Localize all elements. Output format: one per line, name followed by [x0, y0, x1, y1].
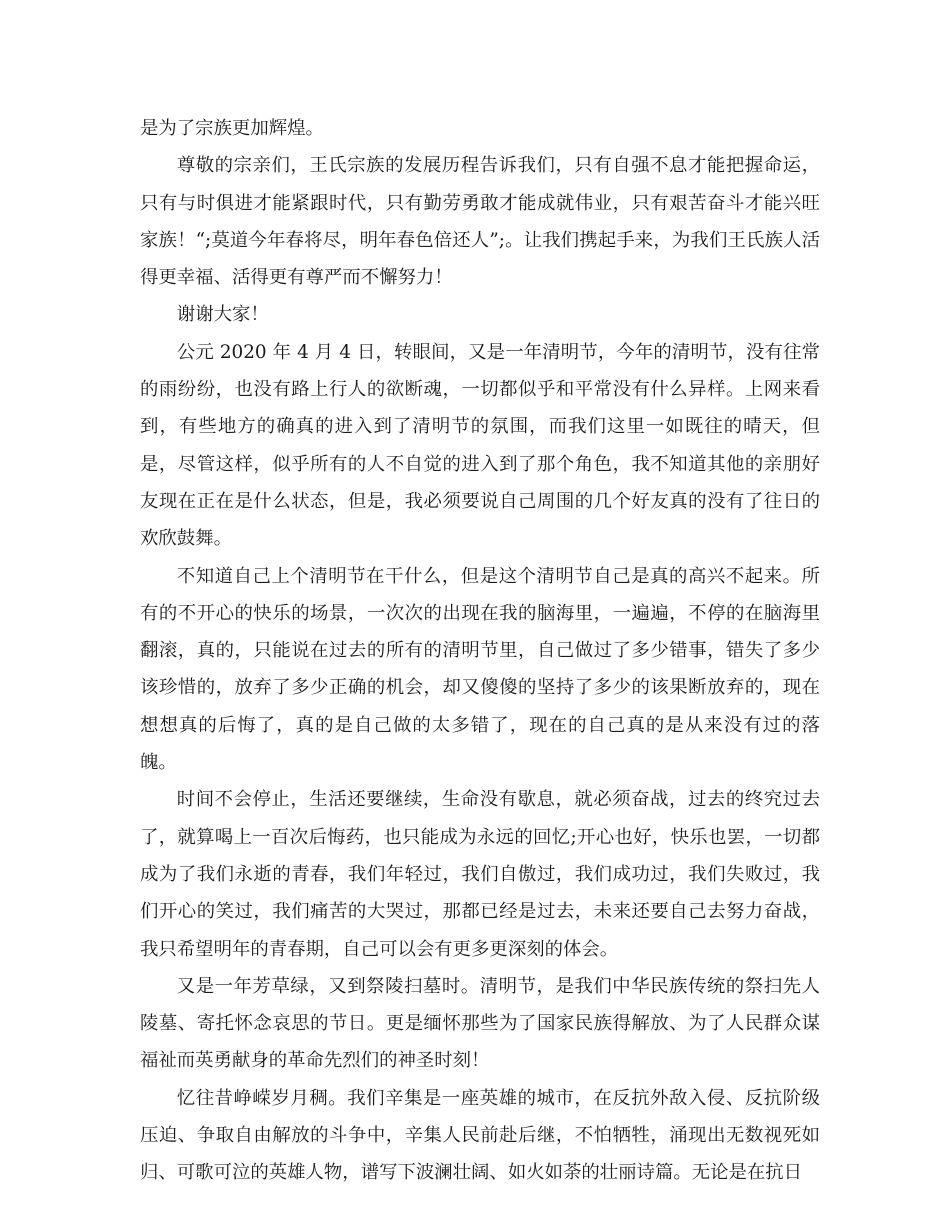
paragraph-4: 公元 2020 年 4 月 4 日，转眼间，又是一年清明节，今年的清明节，没有往常的雨纷纷，也没有路上行人的欲断魂，一切都似乎和平常没有什么异样。上网来看到，有些地方的确真的进入到了清明节的氛围，而我们这里一如既往的晴天，但是，尽管这样，似乎所有的人不自觉的进入到了那个角色，我不知道其他的亲朋好友现在正在是什么状态，但是，我必须要说自己周围的几个好友真的没有了往日的欢欣鼓舞。 [140, 341, 820, 550]
paragraph-8: 忆往昔峥嵘岁月稠。我们辛集是一座英雄的城市，在反抗外敌入侵、反抗阶级压迫、争取自由解放的斗争中，辛集人民前赴后继，不怕牺牲，涌现出无数视死如归、可歌可泣的英雄人物，谱写下波澜壮阔、如火如荼的壮丽诗篇。无论是在抗日 [140, 1087, 820, 1184]
paragraph-2: 尊敬的宗亲们，王氏宗族的发展历程告诉我们，只有自强不息才能把握命运，只有与时俱进才能紧跟时代，只有勤劳勇敢才能成就伟业，只有艰苦奋斗才能兴旺家族！“;莫道今年春将尽，明年春色倍还人”;。让我们携起手来，为我们王氏族人活得更幸福、活得更有尊严而不懈努力！ [140, 155, 820, 289]
paragraph-1: 是为了宗族更加辉煌。 [140, 118, 324, 139]
paragraph-7: 又是一年芳草绿，又到祭陵扫墓时。清明节，是我们中华民族传统的祭扫先人陵墓、寄托怀念哀思的节日。更是缅怀那些为了国家民族得解放、为了人民群众谋福祉而英勇献身的革命先烈们的神圣时刻！ [140, 975, 820, 1072]
paragraph-3: 谢谢大家！ [176, 304, 269, 326]
paragraph-6: 时间不会停止，生活还要继续，生命没有歇息，就必须奋战，过去的终究过去了，就算喝上一百次后悔药，也只能成为永远的回忆;开心也好，快乐也罢，一切都成为了我们永逝的青春，我们年轻过，我们自傲过，我们成功过，我们失败过，我们开心的笑过，我们痛苦的大哭过，那都已经是过去，未来还要自己去努力奋战，我只希望明年的青春期，自己可以会有更多更深刻的体会。 [140, 789, 820, 960]
paragraph-5: 不知道自己上个清明节在干什么，但是这个清明节自己是真的高兴不起来。所有的不开心的快乐的场景，一次次的出现在我的脑海里，一遍遍，不停的在脑海里翻滚，真的，只能说在过去的所有的清明节里，自己做过了多少错事，错失了多少该珍惜的，放弃了多少正确的机会，却又傻傻的坚持了多少的该果断放弃的，现在想想真的后悔了，真的是自己做的太多错了，现在的自己真的是从来没有过的落魄。 [140, 565, 820, 774]
document-body [140, 110, 820, 1192]
